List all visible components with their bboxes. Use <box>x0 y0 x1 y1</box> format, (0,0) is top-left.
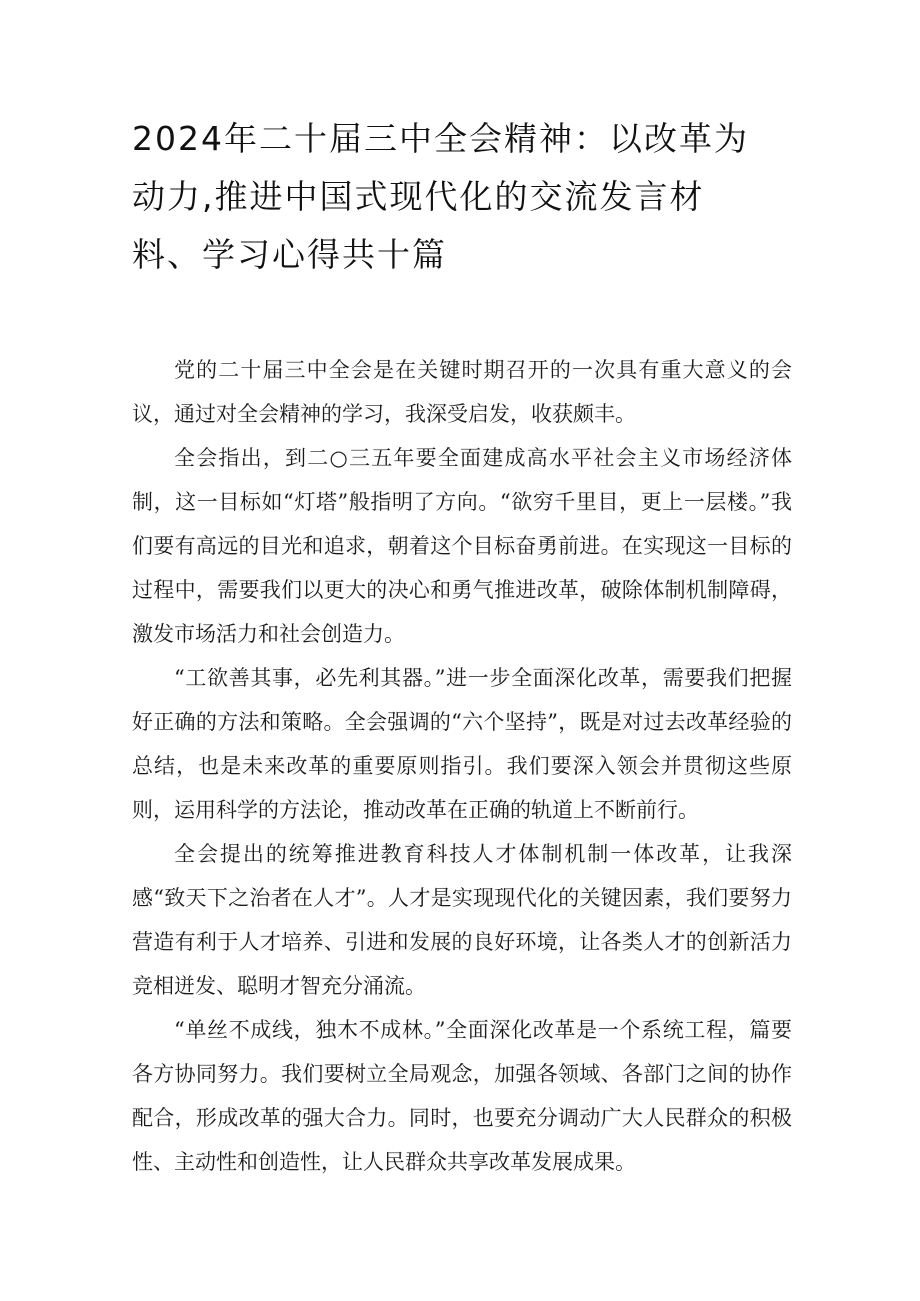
paragraph-4: 全会提出的统筹推进教育科技人才体制机制一体改革，让我深感“致天下之治者在人才”。人才是实现现代化的关键因素，我们要努力营造有利于人才培养、引进和发展的良好环境，让各类人才的创新活力竞相迸发、聪明才智充分涌流。 <box>132 842 792 998</box>
paragraph-5: “单丝不成线，独木不成林。”全面深化改革是一个系统工程，篇要各方协同努力。我们要树立全局观念，加强各领域、各部门之间的协作配合，形成改革的强大合力。同时，也要充分调动广大人民群众的积极性、主动性和创造性，让人民群众共享改革发展成果。 <box>132 1018 792 1174</box>
document-body <box>132 348 792 1184</box>
paragraph-3: “工欲善其事，必先利其器。”进一步全面深化改革，需要我们把握好正确的方法和策略。全会强调的“六个坚持”，既是对过去改革经验的总结，也是未来改革的重要原则指引。我们要深入领会并贯彻这些原则，运用科学的方法论，推动改革在正确的轨道上不断前行。 <box>132 666 792 822</box>
paragraph-2: 全会指出，到二○三五年要全面建成高水平社会主义市场经济体制，这一目标如“灯塔”般指明了方向。“欲穷千里目，更上一层楼。”我们要有高远的目光和追求，朝着这个目标奋勇前进。在实现这一目标的过程中，需要我们以更大的决心和勇气推进改革，破除体制机制障碍，激发市场活力和社会创造力。 <box>132 446 792 646</box>
paragraph-1: 党的二十届三中全会是在关键时期召开的一次具有重大意义的会议，通过对全会精神的学习，我深受启发，收获颇丰。 <box>132 358 792 426</box>
document-title: 2024年二十届三中全会精神：以改革为动力,推进中国式现代化的交流发言材料、学习心得共十篇 <box>132 119 749 274</box>
